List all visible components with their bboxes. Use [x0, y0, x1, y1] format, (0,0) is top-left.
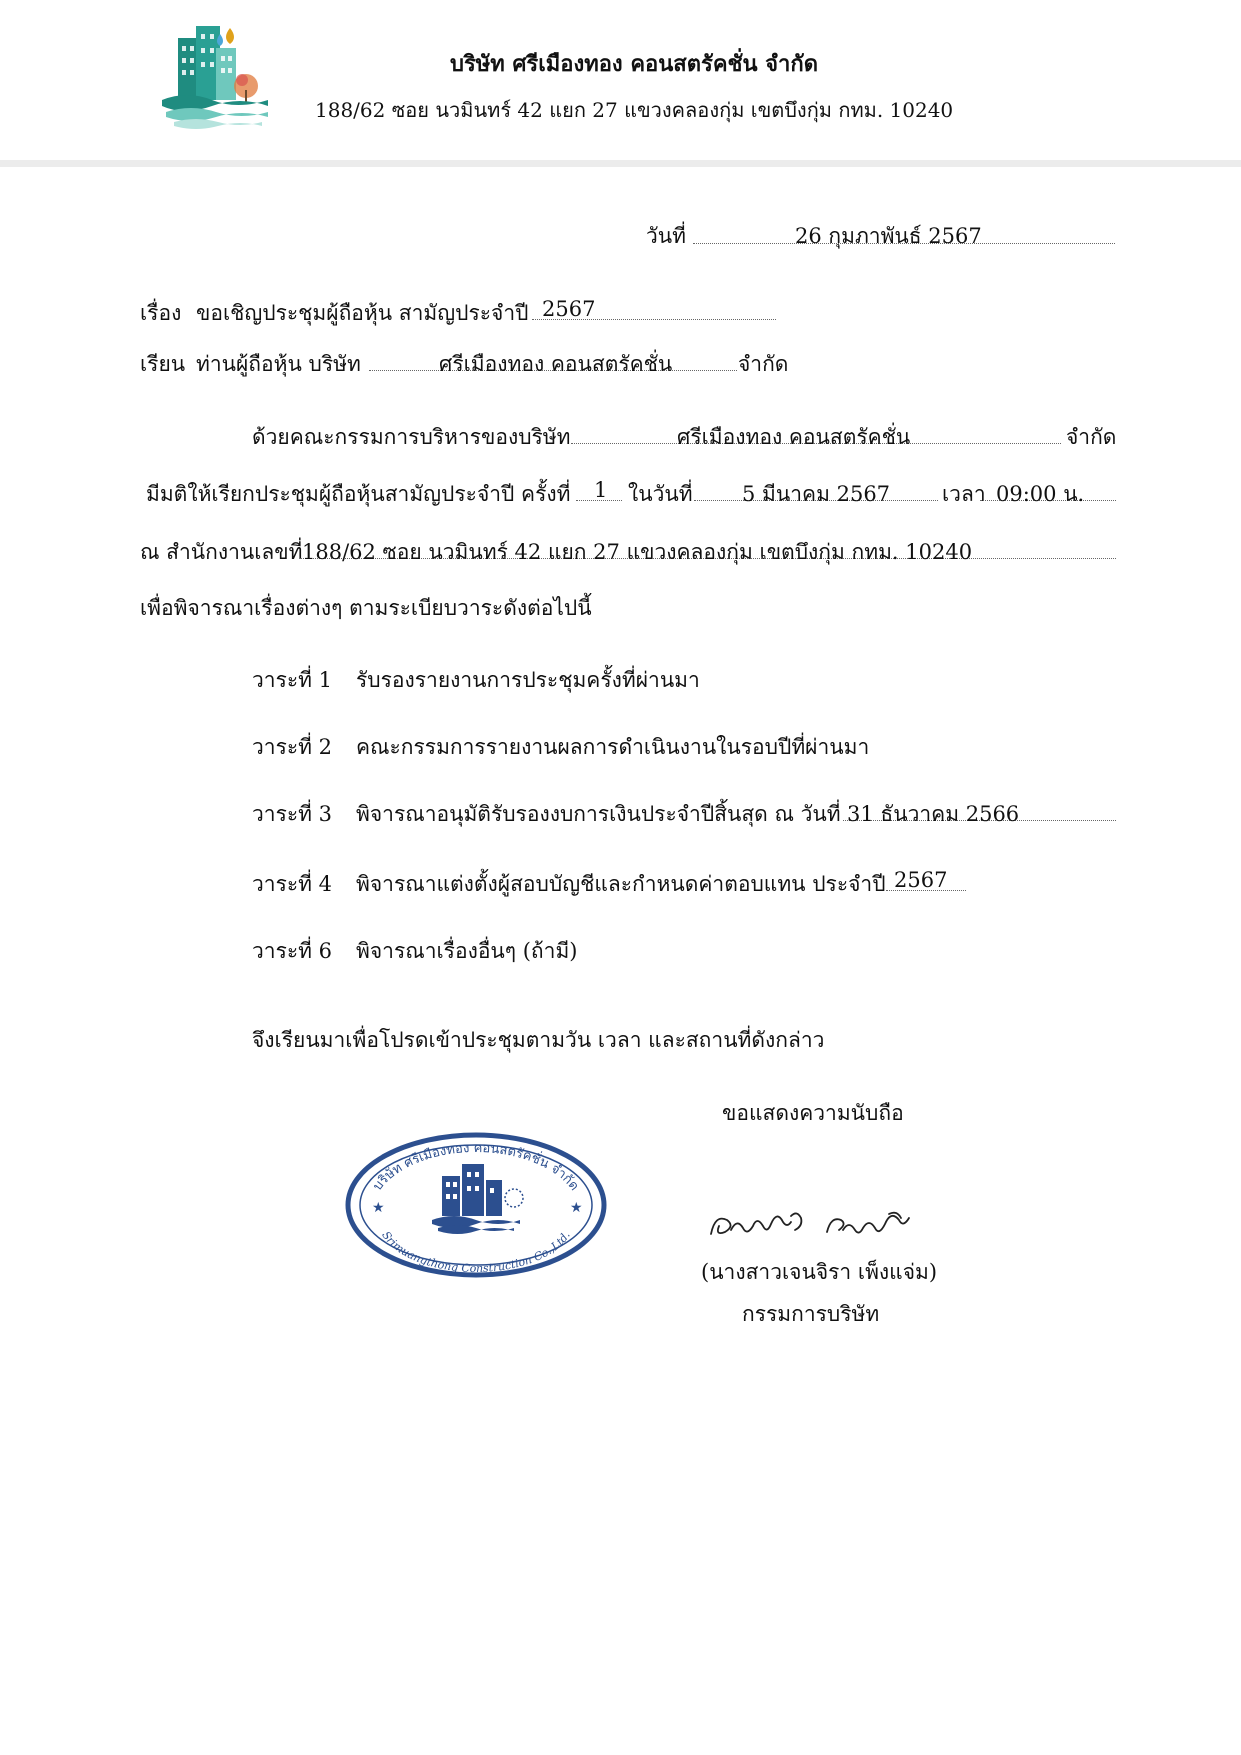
body-line1-prefix: ด้วยคณะกรรมการบริหารของบริษัท — [252, 425, 571, 449]
agenda-text: พิจารณาแต่งตั้งผู้สอบบัญชีและกำหนดค่าตอบแทน ประจำปี — [356, 872, 886, 896]
agenda-no: วาระที่ 4 — [252, 872, 333, 896]
venue-label: ณ สำนักงานเลขที่ — [140, 540, 303, 564]
agenda-text: คณะกรรมการรายงานผลการดำเนินงานในรอบปีที่ผ่านมา — [356, 735, 870, 759]
to-company-line — [369, 349, 737, 376]
meeting-time-line — [980, 479, 1116, 506]
to-suffix: จำกัด — [738, 352, 789, 376]
agenda-fill-line — [886, 869, 966, 891]
meeting-date-line — [694, 479, 938, 506]
signature — [703, 1190, 943, 1260]
meeting-date-label: ในวันที่ — [628, 482, 693, 506]
regards: ขอแสดงความนับถือ — [722, 1101, 904, 1125]
date-line — [693, 222, 1115, 248]
company-logo — [160, 18, 272, 130]
agenda-no: วาระที่ 2 — [252, 735, 333, 759]
agenda-fill-line — [843, 799, 1116, 826]
date-value: 26 กุมภาพันธ์ 2567 — [795, 224, 982, 248]
agenda-text: พิจารณาเรื่องอื่นๆ (ถ้ามี) — [356, 939, 578, 963]
agenda-no: วาระที่ 3 — [252, 802, 333, 826]
to-label: เรียน — [140, 352, 186, 376]
meeting-no-line — [576, 479, 622, 501]
star-icon: ★ — [372, 1200, 385, 1216]
venue-line — [300, 537, 1116, 564]
agenda-no: วาระที่ 6 — [252, 939, 333, 963]
body-company-line — [571, 422, 1061, 449]
body-company: ศรีเมืองทอง คอนสตรัคชั่น — [677, 425, 911, 449]
svg-text:Srimuangthong Construction Co. — [379, 1229, 573, 1275]
signer-name: (นางสาวเจนจิรา เพ็งแจ่ม) — [701, 1260, 938, 1284]
agenda-fill: 31 ธันวาคม 2566 — [847, 802, 1020, 826]
meeting-no: 1 — [594, 478, 608, 502]
closing-text: จึงเรียนมาเพื่อโปรดเข้าประชุมตามวัน เวลา และสถานที่ดังกล่าว — [252, 1028, 825, 1052]
agenda-intro: เพื่อพิจารณาเรื่องต่างๆ ตามระเบียบวาระดังต่อไปนี้ — [140, 596, 592, 620]
body-line1-suffix: จำกัด — [1066, 425, 1117, 449]
meeting-time-label: เวลา — [942, 482, 986, 506]
to-text: ท่านผู้ถือหุ้น บริษัท — [196, 352, 361, 376]
star-icon: ★ — [570, 1200, 583, 1216]
agenda-no: วาระที่ 1 — [252, 668, 333, 692]
date-label: วันที่ — [646, 224, 686, 248]
venue: 188/62 ซอย นวมินทร์ 42 แยก 27 แขวงคลองกุ่ม เขตบึงกุ่ม กทม. 10240 — [302, 540, 973, 564]
to-company: ศรีเมืองทอง คอนสตรัคชั่น — [439, 352, 673, 376]
meeting-date: 5 มีนาคม 2567 — [742, 482, 891, 506]
subject-label: เรื่อง — [140, 301, 182, 325]
company-seal — [342, 1128, 610, 1282]
company-address: 188/62 ซอย นวมินทร์ 42 แยก 27 แขวงคลองกุ่ม เขตบึงกุ่ม กทม. 10240 — [315, 98, 954, 122]
body-line2-prefix: มีมติให้เรียกประชุมผู้ถือหุ้นสามัญประจำปี ครั้งที่ — [146, 482, 571, 506]
subject-year: 2567 — [542, 297, 596, 321]
header-divider — [0, 160, 1241, 167]
seal-bottom-text: Srimuangthong Construction Co.,Ltd. — [379, 1228, 573, 1276]
subject-text: ขอเชิญประชุมผู้ถือหุ้น สามัญประจำปี — [196, 301, 529, 325]
signer-title: กรรมการบริษัท — [742, 1302, 880, 1326]
agenda-fill: 2567 — [894, 868, 948, 892]
agenda-text: พิจารณาอนุมัติรับรองงบการเงินประจำปีสิ้นสุด ณ วันที่ — [356, 802, 841, 826]
seal-top-text: บริษัท ศรีเมืองทอง คอนสตรัคชั่น จำกัด — [370, 1140, 582, 1194]
company-name: บริษัท ศรีเมืองทอง คอนสตรัคชั่น จำกัด — [450, 51, 819, 77]
subject-year-line — [532, 298, 776, 320]
meeting-time: 09:00 น. — [996, 482, 1085, 506]
agenda-text: รับรองรายงานการประชุมครั้งที่ผ่านมา — [356, 668, 700, 692]
